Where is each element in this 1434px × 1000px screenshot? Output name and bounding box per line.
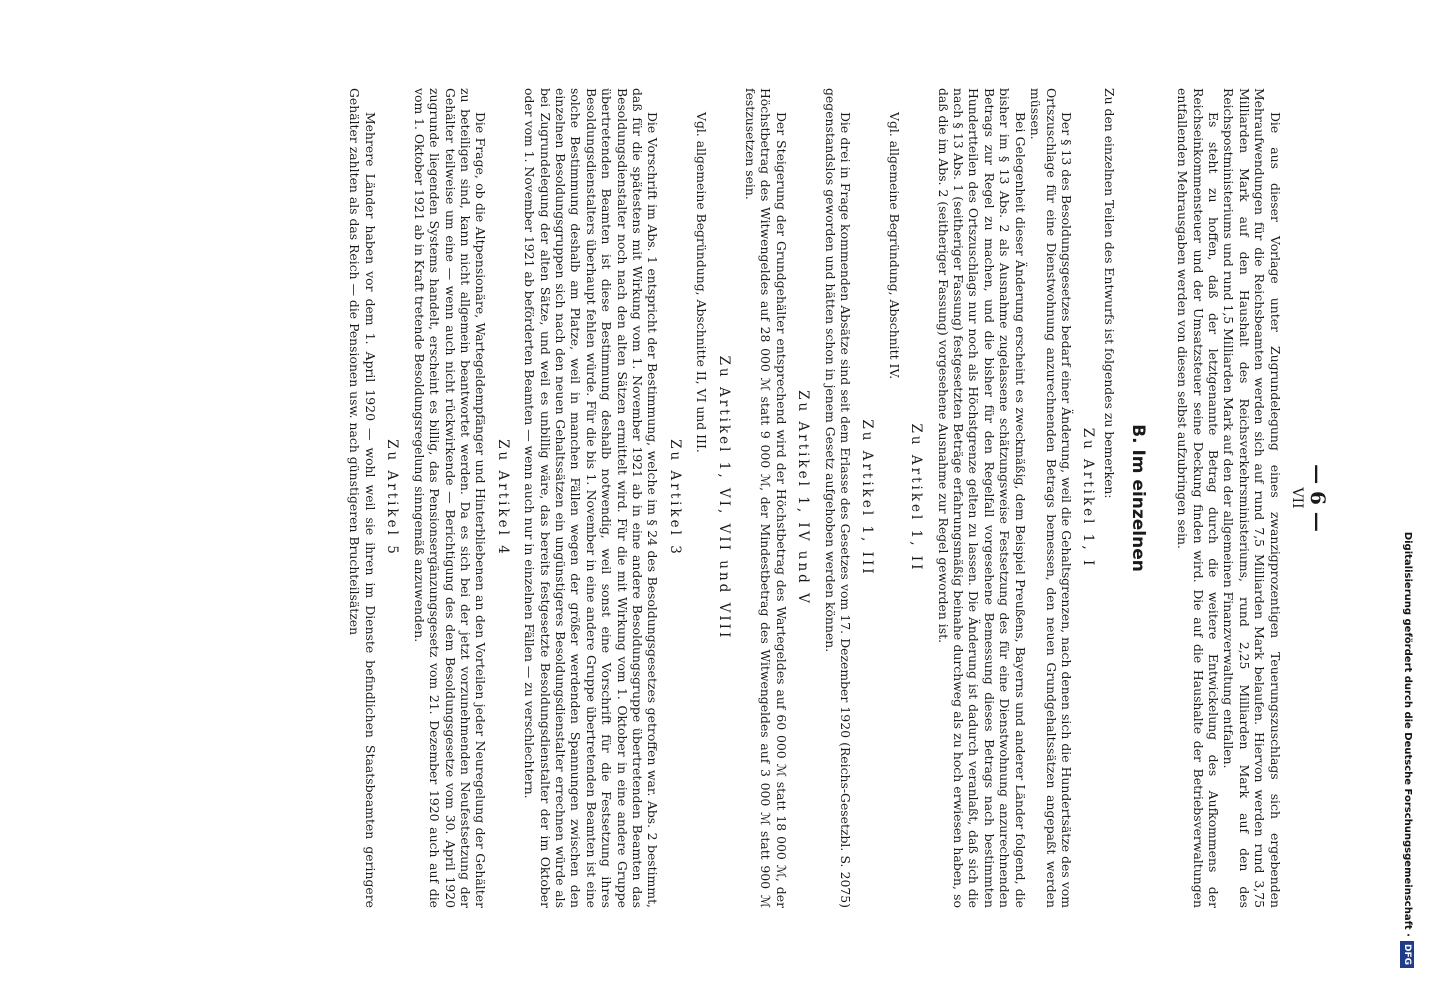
- digitization-stamp: [1400, 8, 1414, 968]
- paragraph: Die drei in Frage kommenden Absätze sind seit dem Erlasse des Gesetzes vom 17. Dezember 1920 (Reichs-Gesetzbl. S. 2075) gegenstandslos geworden und hätten schon in jenem Gesetz aufgehoben werden können.: [822, 88, 854, 908]
- paragraph: Der Steigerung der Grundgehälter entsprechend wird der Höchstbetrag des Wartegeldes auf 60 000 ℳ statt 18 000 ℳ, der Höchstbetrag des Witwengeldes auf 28 000 ℳ statt 9 000 ℳ, der Mindestbetrag des Witwengeldes auf 3 000 ℳ statt 900 ℳ festzusetzen sein.: [743, 88, 789, 908]
- paragraph: Die Vorschrift im Abs. 1 entspricht der Bestimmung, welche im § 24 des Besoldungsgesetzes getroffen war. Abs. 2 bestimmt, daß für die spätestens mit Wirkung vom 1. November 1921 ab in eine andere Besoldungsgruppe übertretenden Beamten das Besoldungsdienstalter noch nach den alten Sätzen ermittelt wird. Für die mit Wirkung vom 1. Oktober in eine andere Gruppe übertretenden Beamten ist diese Bestimmung deshalb notwendig, weil sonst eine Vorschrift für die Festsetzung ihres Besoldungsdienstalters überhaupt fehlen würde. Für die bis 1. November in eine andere Gruppe übertretenden Beamten ist eine solche Bestimmung deshalb am Platze, weil in manchen Fällen wegen der größer werdenden Spannungen zwischen den einzelnen Besoldungsgruppen sich nach den neuen Gehaltssätzen ein ungünstigeres Besoldungsdienstalter errechnen würde als bei Zugrundelegung der alten Sätze, und weil es unbillig wäre, das bereits festgesetzte Besoldungsdienstalter der im Oktober oder vom 1. November 1921 ab beförderten Beamten — wenn auch nur in einzelnen Fällen — zu verschlechtern.: [522, 88, 661, 908]
- section-heading: B. Im einzelnen: [1127, 424, 1148, 572]
- article-heading: Zu Artikel 4: [494, 439, 511, 557]
- paragraph: Bei Gelegenheit dieser Änderung erscheint es zweckmäßig, dem Beispiel Preußens, Bayerns und anderer Länder folgend, die bisher im § 13 Abs. 2 als Ausnahme zugelassene schätzungsweise Festsetzung des für eine Dienstwohnung anzurechnenden Betrags zur Regel zu machen, und die bisher für den Regelfall vorgesehene Bemessung dieses Betrags nach bestimmten Hundertteilen des Ortszuschlags nur noch als Höchstgrenze gelten zu lassen. Die Änderung ist dadurch veranlaßt, daß sich die nach § 13 Abs. 1 (seitheriger Fassung) festgesetzten Beträge erfahrungsmäßig beinahe durchweg als zu hoch erwiesen haben, so daß die im Abs. 2 (seitheriger Fassung) vorgesehene Ausnahme zur Regel geworden ist.: [935, 88, 1028, 908]
- paragraph: Vgl. allgemeine Begründung, Abschnitte II, VI und III.: [694, 112, 710, 453]
- article-heading: Zu Artikel 1, I: [1080, 427, 1097, 569]
- paragraph: Mehrere Länder haben vor dem 1. April 1920 — wohl weil sie ihren im Dienste befindlichen Staatsbeamten geringere Gehälter zahlten als das Reich — die Pensionen usw. nach günstigeren Bruchteilsätzen: [347, 88, 378, 908]
- article-heading: Zu Artikel 1, II: [908, 423, 925, 573]
- intro-text: Zu den einzelnen Teilen des Entwurfs ist folgendes zu bemerken:: [1101, 88, 1117, 499]
- article-heading: Zu Artikel 1, III: [859, 419, 876, 577]
- article-heading: Zu Artikel 1, IV und V: [795, 390, 812, 606]
- article-heading: Zu Artikel 3: [666, 439, 683, 557]
- stamp-text: Digitalisierung gefördert durch die Deutsche Forschungsgemeinschaft ·: [1402, 531, 1413, 937]
- section-label: VII: [1289, 487, 1305, 509]
- paragraph: Die Frage, ob die Altpensionäre, Wartegeldempfänger und Hinterbliebenen an den Vorteilen jeder Neuregelung der Gehälter zu beteiligen sind, kann nicht allgemein beantwortet werden. Da es sich bei der jetzt vorzunehmenden Neufestsetzung der Gehälter teilweise um eine — wenn auch nicht rückwirkende — Berichtigung des dem Besoldungsgesetze vom 30. April 1920 zugrunde liegenden Systems handelt, erscheint es billig, das Pensionsergänzungsgesetz vom 21. Dezember 1920 auch auf die vom 1. Oktober 1921 ab in Kraft tretende Besoldungsregelung sinngemäß anzuwenden.: [411, 88, 489, 908]
- document-body: [130, 88, 1330, 908]
- article-heading: Zu Artikel 5: [384, 439, 401, 557]
- dfg-logo: DFG: [1400, 941, 1414, 968]
- paragraph: Der § 13 des Besoldungsgesetzes bedarf einer Änderung, weil die Gehaltsgrenzen, nach denen sich die Hundertsätze des vom Ortszuschlage für eine Dienstwohnung anzurechnenden Betrags bemessen, den neuen Grundgehaltssätzen angepaßt werden müssen.: [1028, 88, 1074, 908]
- article-heading: Zu Artikel 1, VI, VII und VIII: [715, 355, 732, 641]
- paragraph: Die aus dieser Vorlage unter Zugrundelegung eines zwanzigprozentigen Teuerungszuschlags sich ergebenden Mehraufwendungen für die Reichsbeamten werden sich auf rund 7,5 Milliarden Mark belaufen. Hiervon werden rund 3,75 Milliarden Mark auf den Haushalt des Reichsverkehrsministeriums, rund 2,25 Milliarden Mark auf den des Reichspostministeriums und rund 1,5 Milliarden Mark auf den der allgemeinen Finanzverwaltung entfallen.: [1221, 88, 1283, 908]
- paragraph: Vgl. allgemeine Begründung, Abschnitt IV.: [886, 112, 902, 380]
- page-number: — 6 —: [1306, 464, 1330, 532]
- paragraph: Es steht zu hoffen, daß der letztgenannte Betrag durch die weitere Entwickelung des Aufkommens der Reichseinkommensteuer und der Umsatzsteuer seine Deckung finden wird. Die auf die Haushalte der Betriebsverwaltungen entfallenden Mehrausgaben werden von diesen selbst aufzubringen sein.: [1175, 88, 1221, 908]
